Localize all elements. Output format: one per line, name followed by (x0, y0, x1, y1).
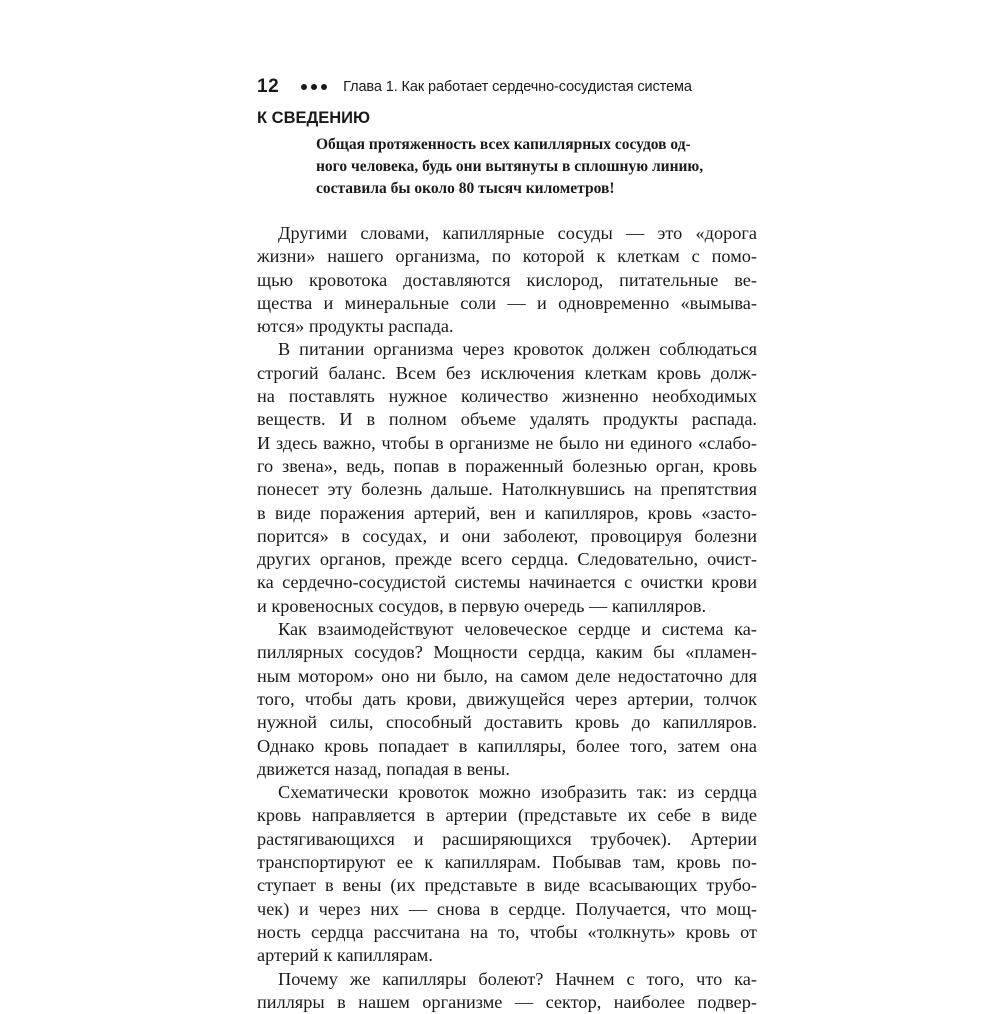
text-line: порится» в сосудах, и они заболеют, провоцируя болезни (257, 525, 757, 546)
text-line: Однако кровь попадает в капилляры, более того, затем она (257, 735, 757, 756)
body-text (257, 222, 757, 1014)
text-line: растягивающихся и расширяющихся трубочек). Артерии (257, 828, 757, 849)
text-line: на поставлять нужное количество жизненно необходимых (257, 386, 757, 407)
text-line: ступает в вены (их представьте в виде всасывающих трубо- (257, 875, 757, 896)
text-line: Как взаимодействуют человеческое сердце и система ка- (278, 619, 757, 640)
chapter-title: Глава 1. Как работает сердечно-сосудистая система (343, 79, 692, 95)
text-line: в виде поражения артерий, вен и капилляров, кровь «застo- (257, 502, 757, 523)
text-line: щества и минеральные соли — и одновременно «вымыва- (257, 292, 757, 313)
note-line: Общая протяженность всех капиллярных сосудов од- (316, 136, 691, 153)
text-line: ка сердечно-сосудистой системы начинается с очистки крови (257, 572, 757, 593)
text-line: других органов, прежде всего сердца. Следовательно, очист- (257, 549, 757, 570)
text-line: чек) и через них — снова в сердце. Получается, что мощ- (257, 898, 757, 919)
text-line: и кровеносных сосудов, в первую очередь — капилляров. (257, 595, 707, 616)
text-line: ются» продукты распада. (257, 316, 454, 337)
book-page (257, 74, 757, 1014)
text-line: того, чтобы дать крови, движущейся через артерии, толчок (257, 688, 757, 709)
note-line: ного человека, будь они вытянуты в сплошную линию, (316, 158, 704, 175)
running-head (257, 74, 757, 100)
text-line: го звена», ведь, попав в пораженный болезнью орган, кровь (257, 455, 757, 476)
text-line: Схематически кровоток можно изобразить так: из сердца (278, 782, 757, 803)
text-line: ность сердца рассчитана на то, чтобы «толкнуть» кровь от (257, 921, 757, 942)
note-heading: К СВЕДЕНИЮ (257, 109, 371, 127)
text-line: Другими словами, капиллярные сосуды — это «дорога (278, 223, 757, 243)
dot-icon (301, 84, 307, 90)
text-line: строгий баланс. Всем без исключения клеткам кровь долж- (257, 362, 757, 383)
page-number: 12 (257, 76, 280, 97)
text-line: веществ. И в полном объеме удалять продукты распада. (257, 409, 757, 430)
note-line: составила бы около 80 тысяч километров! (316, 180, 615, 197)
text-line: Почему же капилляры болеют? Начнем с того, что ка- (278, 968, 757, 989)
text-line: движется назад, попадая в вены. (257, 758, 510, 779)
dot-icon (321, 84, 327, 90)
text-line: нужной силы, способный доставить кровь до капилляров. (257, 712, 757, 733)
text-line: пилляры в нашем организме — сектор, наиболее подвер- (257, 991, 757, 1012)
text-line: артерий к капиллярам. (257, 945, 433, 966)
note-text (316, 134, 757, 200)
text-line: кровь направляется в артерии (представьте их себе в виде (257, 805, 757, 826)
text-line: И здесь важно, чтобы в организме не было ни единого «слабо- (257, 432, 757, 453)
text-line: понесет эту болезнь дальше. Натолкнувшись на препятствия (257, 479, 757, 500)
text-line: ным мотором» оно ни было, на самом деле недостаточно для (257, 665, 757, 686)
text-line: пиллярных сосудов? Мощности сердца, каким бы «пламен- (257, 642, 757, 663)
dot-icon (311, 84, 317, 90)
text-line: жизни» нашего организма, по которой к клеткам с помо- (257, 246, 757, 267)
text-line: транспортируют ее к капиллярам. Побывав там, кровь по- (257, 852, 757, 873)
dots-ornament (301, 84, 327, 90)
text-line: щью кровотока доставляются кислород, питательные ве- (257, 269, 757, 290)
text-line: В питании организма через кровоток должен соблюдаться (278, 339, 757, 360)
